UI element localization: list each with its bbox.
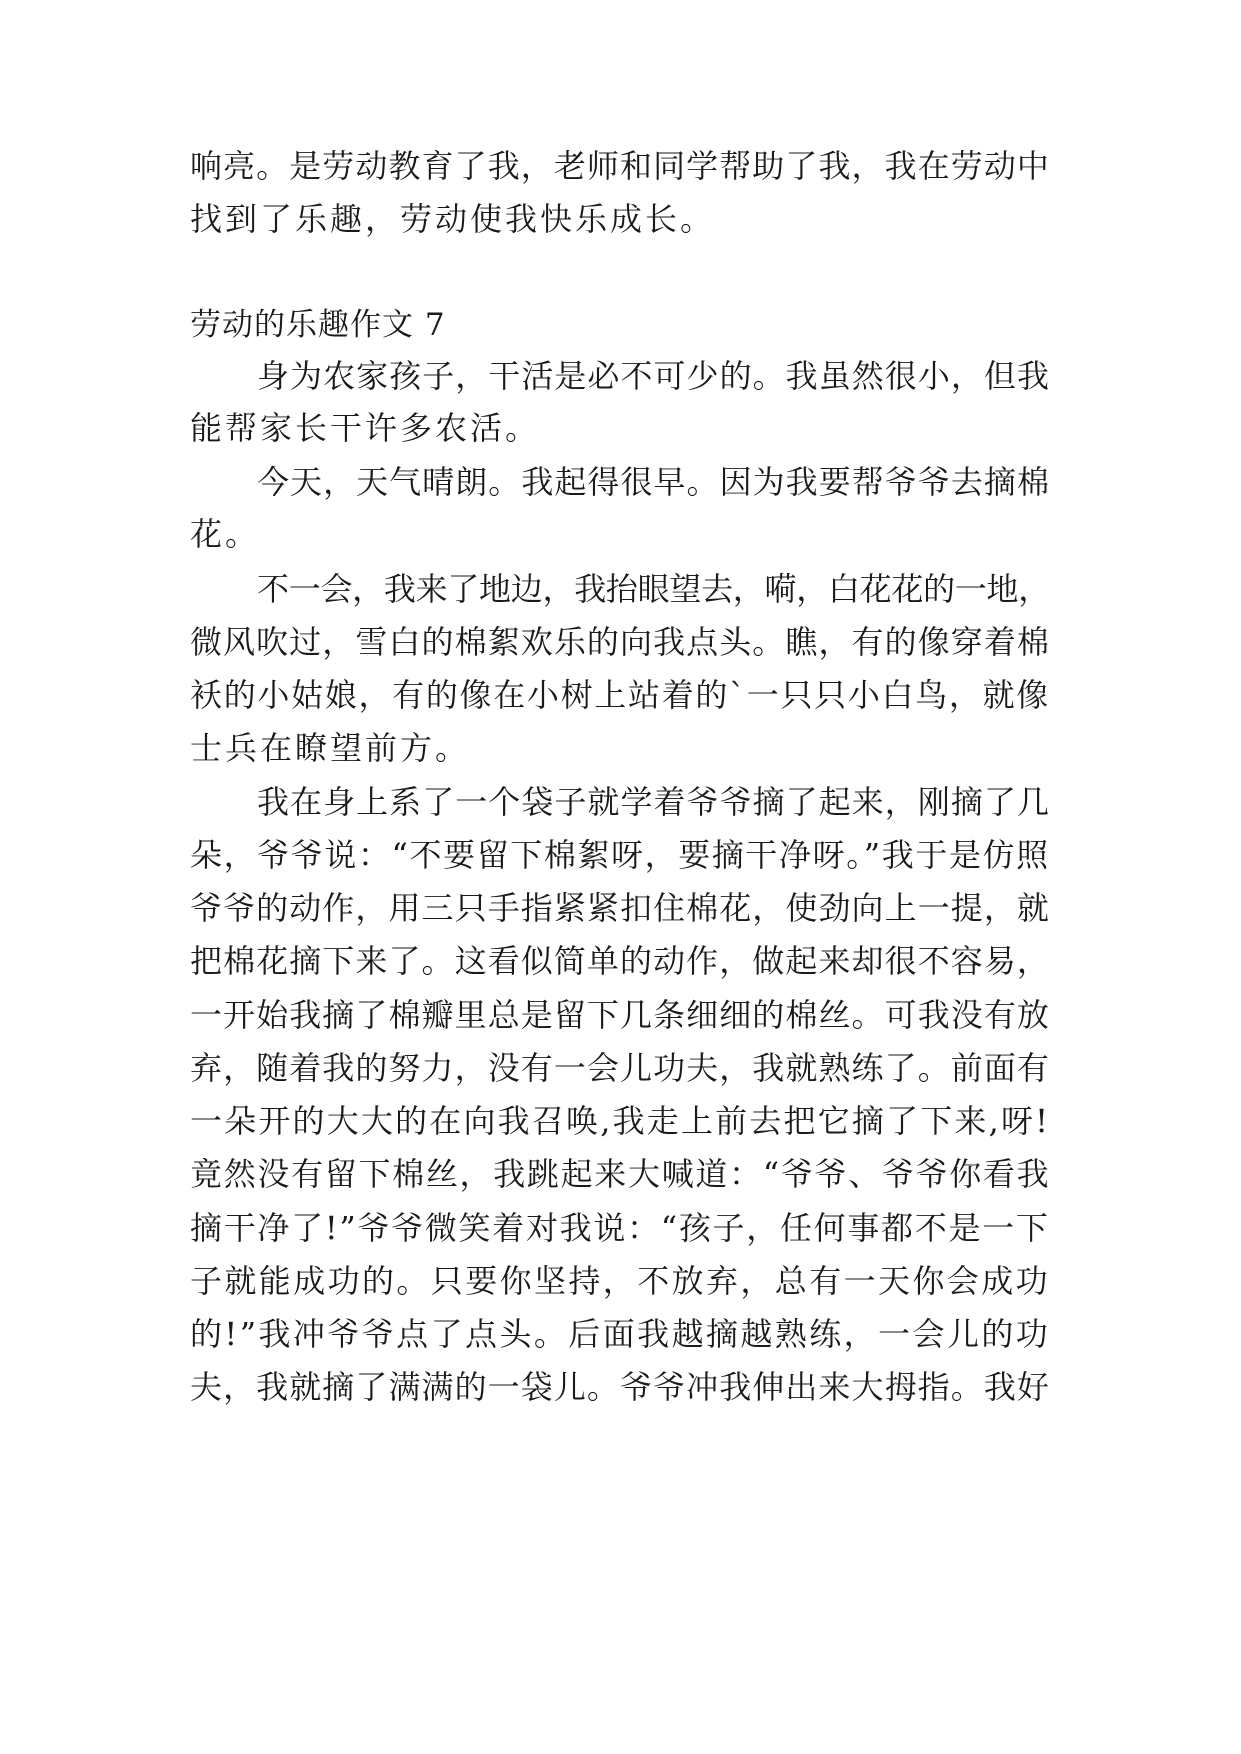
text-line: 子就能成功的。只要你坚持，不放弃，总有一天你会成功: [190, 1262, 1051, 1300]
text-line: 夫，我就摘了满满的一袋儿。爷爷冲我伸出来大拇指。我好: [190, 1368, 1051, 1406]
text-line: 花。: [190, 515, 261, 553]
text-line: 响亮。是劳动教育了我，老师和同学帮助了我，我在劳动中: [190, 147, 1051, 185]
text-line: 一朵开的大大的在向我召唤,我走上前去把它摘了下来,呀!: [190, 1102, 1051, 1140]
text-line: 我在身上系了一个袋子就学着爷爷摘了起来，刚摘了几: [257, 783, 1051, 821]
text-line: 不一会，我来了地边，我抬眼望去，嗬，白花花的一地，: [257, 570, 1051, 608]
text-line: 把棉花摘下来了。这看似简单的动作，做起来却很不容易，: [190, 942, 1051, 980]
text-line: 弃，随着我的努力，没有一会儿功夫，我就熟练了。前面有: [190, 1049, 1051, 1087]
text-line: 袄的小姑娘，有的像在小树上站着的`一只只小白鸟，就像: [190, 676, 1051, 714]
text-line: 爷爷的动作，用三只手指紧紧扣住棉花，使劲向上一提，就: [190, 889, 1051, 927]
section-title: 劳动的乐趣作文 7: [190, 307, 446, 343]
text-line: 竟然没有留下棉丝，我跳起来大喊道：“爷爷、爷爷你看我: [190, 1155, 1051, 1193]
text-line: 微风吹过，雪白的棉絮欢乐的向我点头。瞧，有的像穿着棉: [190, 623, 1051, 661]
text-line: 一开始我摘了棉瓣里总是留下几条细细的棉丝。可我没有放: [190, 996, 1051, 1034]
text-line: 朵，爷爷说：“不要留下棉絮呀，要摘干净呀。”我于是仿照: [190, 836, 1050, 874]
text-line: 今天，天气晴朗。我起得很早。因为我要帮爷爷去摘棉: [257, 463, 1051, 501]
text-line: 身为农家孩子，干活是必不可少的。我虽然很小，但我: [257, 357, 1051, 395]
text-line: 士兵在瞭望前方。: [190, 729, 471, 767]
text-line: 的!”我冲爷爷点了点头。后面我越摘越熟练，一会儿的功: [190, 1315, 1051, 1353]
text-line: 摘干净了!”爷爷微笑着对我说：“孩子，任何事都不是一下: [190, 1209, 1050, 1247]
text-line: 找到了乐趣，劳动使我快乐成长。: [190, 200, 716, 238]
text-line: 能帮家长干许多农活。: [190, 409, 541, 447]
